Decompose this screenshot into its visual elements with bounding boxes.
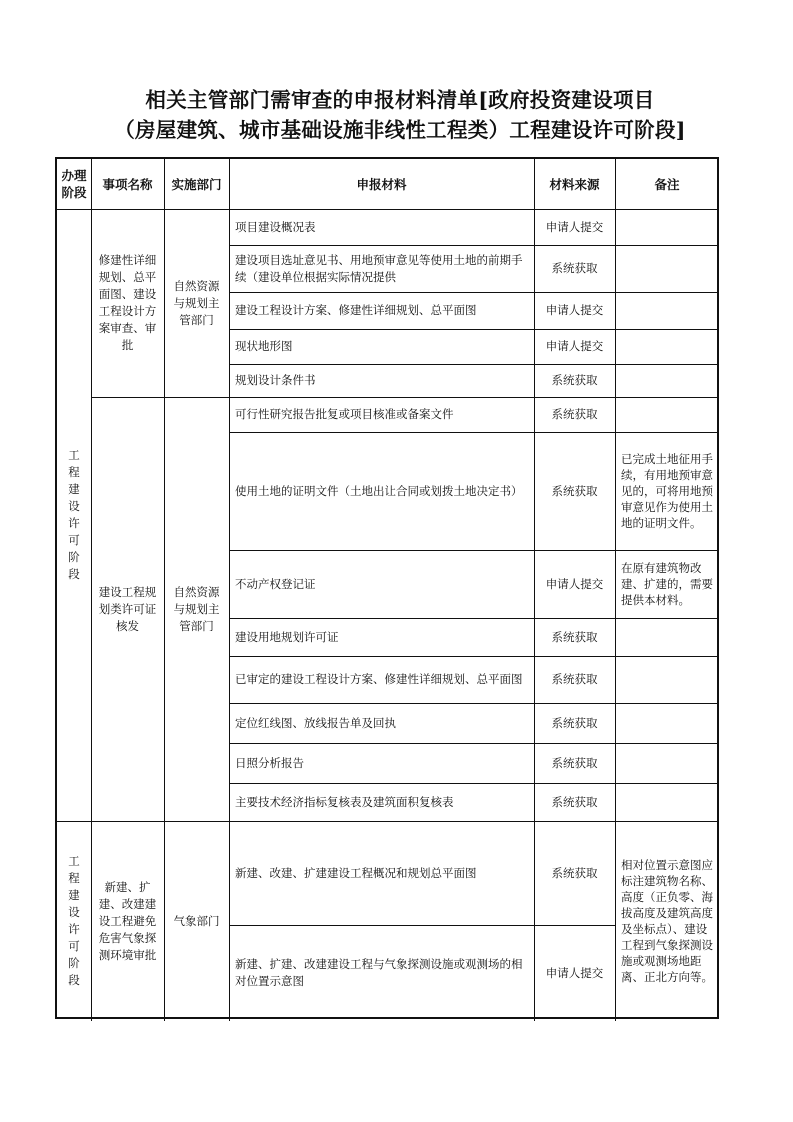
material-item — [229, 209, 534, 245]
item-name — [91, 209, 164, 397]
remark-cell — [615, 618, 719, 656]
stage-cell — [57, 209, 91, 821]
material-item-text: 项目建设概况表 — [235, 219, 316, 234]
remark-cell — [615, 743, 719, 783]
material-item-text: 新建、改建、扩建建设工程概况和规划总平面图 — [235, 865, 477, 880]
material-source — [534, 783, 615, 821]
material-item — [229, 432, 534, 550]
material-source-text: 系统获取 — [551, 715, 598, 730]
material-item — [229, 245, 534, 292]
grid-line — [229, 329, 719, 330]
grid-line — [229, 245, 719, 246]
material-source — [534, 743, 615, 783]
material-source-text: 系统获取 — [551, 865, 598, 880]
material-item — [229, 703, 534, 743]
header-remark-text: 备注 — [654, 176, 680, 192]
material-source — [534, 821, 615, 925]
material-source-text: 申请人提交 — [545, 303, 604, 317]
material-source — [534, 618, 615, 656]
remark-cell — [615, 397, 719, 432]
remark-cell — [615, 550, 719, 618]
remark-cell — [615, 783, 719, 821]
grid-line — [91, 397, 719, 398]
item-name-text: 修建性详细规划、总平面图、建设工程设计方案审查、审批 — [98, 253, 157, 352]
material-source-text: 系统获取 — [551, 483, 598, 498]
remark-cell — [615, 329, 719, 364]
grid-line — [229, 783, 719, 784]
remark-cell — [615, 432, 719, 550]
grid-line — [229, 743, 719, 744]
material-item-text: 定位红线图、放线报告单及回执 — [235, 715, 396, 730]
grid-line — [91, 159, 92, 1021]
material-item — [229, 618, 534, 656]
material-item-text: 使用土地的证明文件（土地出让合同或划拨土地决定书） — [235, 483, 523, 498]
header-source — [534, 159, 615, 209]
header-dept-text: 实施部门 — [171, 176, 222, 192]
material-item — [229, 925, 534, 1021]
material-item — [229, 364, 534, 397]
material-source — [534, 329, 615, 364]
department-text: 自然资源与规划主管部门 — [173, 278, 220, 327]
grid-line — [164, 159, 165, 1021]
material-source-text: 申请人提交 — [545, 339, 604, 353]
material-item-text: 建设工程设计方案、修建性详细规划、总平面图 — [235, 303, 477, 317]
material-source-text: 系统获取 — [551, 407, 598, 421]
grid-line — [229, 925, 615, 926]
header-item — [91, 159, 164, 209]
remark-cell — [615, 209, 719, 245]
material-item-text: 建设用地规划许可证 — [235, 629, 339, 644]
grid-line — [229, 432, 719, 433]
material-source-text: 申请人提交 — [545, 576, 604, 591]
material-source — [534, 703, 615, 743]
material-source — [534, 245, 615, 292]
grid-line — [534, 159, 535, 1021]
remark-cell — [615, 364, 719, 397]
material-item — [229, 783, 534, 821]
department — [164, 209, 229, 397]
material-item — [229, 550, 534, 618]
material-source — [534, 209, 615, 245]
department-text: 自然资源与规划主管部门 — [173, 584, 220, 633]
remark-cell — [615, 245, 719, 292]
material-source — [534, 550, 615, 618]
material-item — [229, 397, 534, 432]
grid-line — [229, 618, 719, 619]
material-item — [229, 656, 534, 703]
remark-cell — [615, 821, 719, 1021]
material-source-text: 系统获取 — [551, 261, 598, 275]
material-item-text: 可行性研究报告批复或项目核准或备案文件 — [235, 407, 454, 421]
document-title-line-2: （房屋建筑、城市基础设施非线性工程类）工程建设许可阶段] — [114, 118, 686, 142]
material-source — [534, 925, 615, 1021]
header-materials-text: 申报材料 — [356, 176, 407, 192]
document-title-line-1: 相关主管部门需审查的申报材料清单[政府投资建设项目 — [145, 88, 655, 112]
item-name — [91, 821, 164, 1021]
material-source — [534, 292, 615, 329]
material-source-text: 系统获取 — [551, 629, 598, 644]
material-item-text: 日照分析报告 — [235, 755, 304, 770]
material-source — [534, 364, 615, 397]
material-source-text: 系统获取 — [551, 373, 598, 387]
material-item — [229, 821, 534, 925]
remark-cell — [615, 656, 719, 703]
header-materials — [229, 159, 534, 209]
item-name — [91, 397, 164, 821]
department — [164, 821, 229, 1021]
item-name-text: 建设工程规划类许可证核发 — [98, 584, 157, 633]
material-source-text: 系统获取 — [551, 672, 598, 686]
material-source-text: 申请人提交 — [545, 219, 604, 234]
material-source-text: 系统获取 — [551, 794, 598, 809]
remark-cell-text: 在原有建筑物改建、扩建的，需要提供本材料。 — [621, 561, 713, 607]
remark-cell-text: 相对位置示意图应标注建筑物名称、高度（正负零、海拔高度及建筑高度及坐标点）、建设工程到气象探测设施或观测场地距离、正北方向等。 — [621, 858, 713, 984]
stage-cell — [57, 821, 91, 1021]
material-source — [534, 656, 615, 703]
material-source-text: 系统获取 — [551, 755, 598, 770]
header-item-text: 事项名称 — [102, 176, 153, 192]
remark-cell — [615, 292, 719, 329]
material-item-text: 现状地形图 — [235, 339, 293, 353]
header-stage — [57, 159, 91, 209]
grid-line — [229, 159, 230, 1021]
department-text: 气象部门 — [173, 913, 220, 928]
material-item — [229, 292, 534, 329]
header-dept — [164, 159, 229, 209]
header-source-text: 材料来源 — [549, 176, 600, 192]
grid-line — [57, 821, 719, 822]
material-item-text: 不动产权登记证 — [235, 576, 316, 591]
stage-cell-text: 工程建设许可阶段 — [68, 854, 80, 987]
material-item-text: 建设项目选址意见书、用地预审意见等使用土地的前期手续（建设单位根据实际情况提供 — [235, 252, 523, 284]
material-source — [534, 397, 615, 432]
header-stage-text: 办理阶段 — [61, 168, 87, 200]
grid-line — [229, 364, 719, 365]
material-item — [229, 329, 534, 364]
material-item-text: 规划设计条件书 — [235, 373, 316, 387]
material-source-text: 申请人提交 — [545, 965, 604, 980]
materials-table — [55, 157, 719, 1019]
grid-line — [615, 159, 616, 1021]
remark-cell-text: 已完成土地征用手续，有用地预审意见的，可将用地预审意见作为使用土地的证明文件。 — [621, 452, 713, 530]
grid-line — [229, 550, 719, 551]
stage-cell-text: 工程建设许可阶段 — [68, 448, 80, 581]
material-item-text: 已审定的建设工程设计方案、修建性详细规划、总平面图 — [235, 672, 523, 686]
material-item-text: 新建、扩建、改建建设工程与气象探测设施或观测场的相对位置示意图 — [235, 957, 523, 988]
remark-cell — [615, 703, 719, 743]
material-item-text: 主要技术经济指标复核表及建筑面积复核表 — [235, 794, 454, 809]
grid-line — [229, 656, 719, 657]
material-source — [534, 432, 615, 550]
grid-line — [57, 209, 719, 210]
material-item — [229, 743, 534, 783]
grid-line — [229, 292, 719, 293]
grid-line — [229, 703, 719, 704]
item-name-text: 新建、扩建、改建建设工程避免危害气象探测环境审批 — [98, 879, 157, 962]
department — [164, 397, 229, 821]
header-remark — [615, 159, 719, 209]
